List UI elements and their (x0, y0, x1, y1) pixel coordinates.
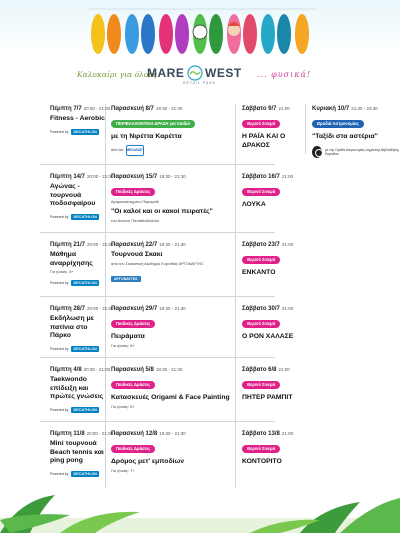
decathlon-logo: DECATHLON (73, 471, 97, 476)
partner-credit: με την Ομάδα Αστρονομίας Δημοτικής Βιβλιοθήκης Κορίνθου (312, 146, 400, 158)
day-label: Σάββατο 23/7 21:00 (242, 242, 294, 248)
powered-by: Powered by DECATHLON (50, 407, 97, 412)
event-title: Αγώνας - τουρνουά ποδοσφαίρου (50, 183, 96, 207)
day-label: Σάββατο 16/7 21:00 (242, 174, 294, 180)
day-label: Σάββατο 9/7 21:00 (242, 106, 290, 112)
friday-cell (111, 431, 233, 474)
day-label: Παρασκευή 12/8 19:30 - 21:30 (111, 431, 186, 437)
day-label: Παρασκευή 5/8 19:30 - 21:30 (111, 367, 183, 373)
category-pill: Θερινό Σινεμά (242, 120, 280, 128)
day-label: Πέμπτη 14/7 20:00 - 21:00 (50, 174, 114, 180)
medasset-logo: MEDASSET (126, 145, 144, 156)
day-label: Παρασκευή 29/7 19:30 - 21:30 (111, 306, 186, 312)
schedule-grid (40, 98, 400, 498)
decathlon-logo: DECATHLON (73, 281, 97, 285)
day-label: Παρασκευή 8/7 19:30 - 21:30 (111, 106, 183, 112)
event-title: με τη Νιρέττα Καρέττα (111, 133, 182, 140)
category-pill: Θερινό Σινεμά (242, 188, 280, 196)
day-label: Πέμπτη 28/7 20:00 - 21:00 (50, 306, 114, 312)
partner-credit: από τον MEDASSET (111, 145, 233, 156)
column-divider (235, 104, 236, 488)
event-title: Πειράματα (111, 333, 145, 340)
powered-by: Powered by DECATHLON (50, 471, 97, 476)
tagline-left: Καλοκαίρι για όλους (77, 70, 158, 79)
tagline-right: ... φυσικά! (257, 70, 312, 79)
thursday-cell (50, 367, 111, 413)
event-note: Για ηλικίες: 6+ (111, 343, 135, 348)
event-title: "Ταξίδι στα αστέρια" (312, 133, 378, 140)
thursday-cell (50, 174, 114, 220)
column-divider (305, 104, 306, 154)
event-title: Taekwondo επίδειξη και πρώτες γνώσεις (50, 376, 104, 400)
sunday-cell (312, 106, 400, 158)
event-title: ΛΟΥΚΑ (242, 201, 266, 208)
saturday-cell (242, 306, 304, 342)
logo-text-left: MARE (147, 66, 185, 80)
event-subtitle: Δραματοποιημένο Παραμύθι (111, 200, 159, 204)
category-pill: Παιδικές Δράσεις (111, 320, 155, 328)
category-pill: ΠΕΡΙΒΑΛΛΟΝΤΙΚΗ ΔΡΑΣΗ για παιδιά (111, 120, 195, 128)
event-title: ΠΗΤΕΡ ΡΑΜΠΙΤ (242, 394, 293, 401)
day-label: Παρασκευή 15/7 19:30 - 21:30 (111, 174, 186, 180)
event-note: Για ηλικίες: 7+ (111, 468, 135, 473)
event-note: του Αντώνη Παπαθεοδούλου (111, 218, 160, 223)
event-title: Δρόμος μετ' εμποδίων (111, 458, 184, 465)
palm-leaves-footer (0, 490, 400, 533)
friday-cell (111, 306, 233, 349)
category-pill: Παιδικές Δράσεις (111, 188, 155, 196)
event-note: από τον Σκακιστική Ακαδημία Κορινθίας ΑΡΓΟΝΑΥΤΗΣ (111, 261, 204, 266)
event-note: Για ηλικίες: 6+ (111, 404, 135, 409)
category-pill: Θερινό Σινεμά (242, 320, 280, 328)
powered-by: Powered by DECATHLON (50, 346, 97, 351)
logo-subtitle: RETAIL PARK (183, 81, 217, 85)
event-note: Για ηλικίες: 6+ (50, 270, 74, 274)
friday-cell (111, 242, 233, 285)
friday-cell (111, 367, 233, 410)
logo-text-right: WEST (205, 66, 242, 80)
saturday-cell (242, 431, 304, 467)
day-label: Σάββατο 13/8 21:00 (242, 431, 294, 437)
logo-wave-icon (187, 65, 203, 81)
day-label: Πέμπτη 4/8 20:00 - 21:00 (50, 367, 111, 373)
powered-by: Powered by DECATHLON (50, 129, 97, 134)
event-title: "Οι καλοί και οι κακοί πειρατές" (111, 208, 213, 215)
powered-by: Powered by DECATHLON (50, 281, 97, 285)
day-label: Παρασκευή 22/7 19:30 - 21:30 (111, 242, 186, 248)
thursday-cell (50, 242, 114, 286)
row-divider (40, 164, 275, 165)
event-title: Ο ΡΟΝ ΧΑΛΑΣΕ (242, 333, 294, 340)
decathlon-logo: DECATHLON (73, 407, 97, 412)
day-label: Πέμπτη 11/8 20:00 - 21:00 (50, 431, 114, 437)
event-title: ΚΟΝΤΟΡΙΤΟ (242, 458, 282, 465)
row-divider (40, 421, 275, 422)
event-title: Η ΡΑΪΑ ΚΑΙ Ο ΔΡΑΚΟΣ (242, 133, 286, 149)
decathlon-logo: DECATHLON (73, 129, 97, 134)
day-label: Σάββατο 6/8 21:00 (242, 367, 290, 373)
mare-west-logo (147, 64, 257, 88)
saturday-cell (242, 106, 304, 150)
powered-by: Powered by DECATHLON (50, 214, 97, 219)
flip-flops-illustration (88, 4, 316, 58)
event-title: Μάθημα αναρρίχησης (50, 251, 93, 267)
category-pill: Παιδικές Δράσεις (111, 445, 155, 453)
thursday-cell (50, 106, 111, 135)
row-divider (40, 232, 275, 233)
thursday-cell (50, 306, 114, 352)
astronomy-club-logo (312, 146, 322, 158)
event-title: ΕΝΚΑΝΤΟ (242, 269, 276, 276)
category-pill: Βραδιά Αστρονομίας (312, 120, 364, 128)
event-title: Κατασκευές Origami & Face Painting (111, 394, 230, 401)
friday-cell (111, 174, 233, 224)
category-pill: Θερινό Σινεμά (242, 256, 280, 264)
event-title: Mini τουρνουά Beach tennis και ping pong (50, 440, 104, 464)
saturday-cell (242, 174, 304, 210)
thursday-cell (50, 431, 114, 477)
event-title: Fitness - Aerobic (50, 115, 105, 122)
category-pill: Θερινό Σινεμά (242, 381, 280, 389)
saturday-cell (242, 242, 304, 278)
day-label: Σάββατο 30/7 21:00 (242, 306, 294, 312)
day-label: Κυριακή 10/7 21:30 - 23:30 (312, 106, 378, 112)
argonautis-logo: ΑΡΓΟΝΑΥΤΗΣ (111, 276, 141, 282)
decathlon-logo: DECATHLON (73, 214, 97, 219)
decathlon-logo: DECATHLON (73, 346, 97, 351)
friday-cell (111, 106, 233, 156)
category-pill: Παιδικές Δράσεις (111, 381, 155, 389)
day-label: Πέμπτη 21/7 20:00 - 21:00 (50, 242, 114, 248)
saturday-cell (242, 367, 304, 403)
header (0, 0, 400, 92)
event-title: Εκδήλωση με πατίνια στο Πάρκο (50, 315, 94, 339)
day-label: Πέμπτη 7/7 20:00 - 21:00 (50, 106, 111, 112)
row-divider (40, 296, 275, 297)
category-pill: Θερινό Σινεμά (242, 445, 280, 453)
event-title: Τουρνουά Σκακι (111, 251, 163, 258)
row-divider (40, 357, 275, 358)
